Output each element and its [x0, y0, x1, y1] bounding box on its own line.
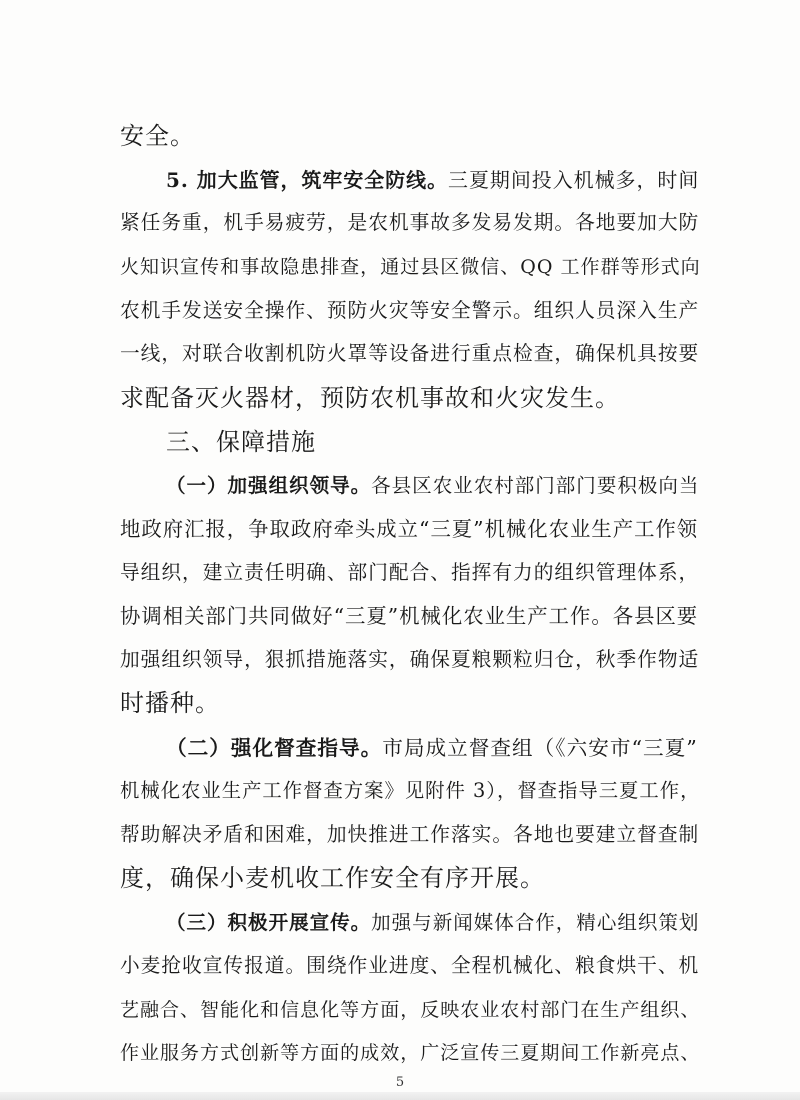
text-line	[120, 1038, 700, 1068]
text-line	[120, 688, 220, 718]
text-line	[120, 339, 699, 369]
line-text: 导组织，建立责任明确、部门配合、指挥有力的组织管理体系，	[120, 561, 700, 584]
text-line	[120, 121, 195, 151]
line-text: 艺融合、智能化和信息化等方面，反映农业农村部门在生产组织、	[120, 999, 701, 1021]
text-line	[120, 383, 620, 413]
text-line	[166, 733, 698, 763]
text-line	[120, 776, 700, 806]
line-text: 帮助解决矛盾和困难，加快推进工作落实。各地也要建立督查制	[120, 823, 700, 846]
text-line	[120, 208, 699, 238]
text-line	[120, 995, 700, 1025]
line-text: 求配备灭火器材，预防农机事故和火灾发生。	[120, 384, 620, 412]
text-line	[120, 514, 698, 544]
line-text: 度，确保小麦机收工作安全有序开展。	[120, 864, 545, 892]
line-text: 加强组织领导，狠抓措施落实，确保夏粮颗粒归仓，秋季作物适	[120, 648, 700, 671]
text-line	[120, 601, 698, 631]
line-text: 作业服务方式创新等方面的成效，广泛宣传三夏期间工作新亮点、	[120, 1042, 701, 1064]
text-line	[166, 471, 699, 501]
text-line	[120, 951, 699, 981]
line-text: 一线，对联合收割机防火罩等设备进行重点检查，确保机具按要	[120, 342, 700, 365]
line-text: 小麦抢收宣传报道。围绕作业进度、全程机械化、粮食烘干、机	[120, 954, 700, 977]
line-text: 三、保障措施	[166, 428, 316, 456]
section-heading	[166, 427, 316, 457]
line-text: 机械化农业生产工作督查方案》见附件 3），督查指导三夏工作，	[120, 779, 701, 802]
line-text: 时播种。	[120, 689, 220, 717]
line-text: 农机手发送安全操作、预防火灾等安全警示。组织人员深入生产	[120, 299, 700, 322]
bold-heading: 5. 加大监管，筑牢安全防线。	[166, 168, 449, 192]
line-text: 火知识宣传和事故隐患排查，通过县区微信、QQ 工作群等形式向	[120, 256, 701, 278]
text-line	[120, 820, 699, 850]
text-line	[120, 645, 699, 675]
line-text: 市局成立督查组（《六安市“三夏”	[382, 736, 698, 760]
bold-heading: （一）加强组织领导。	[166, 474, 372, 497]
line-text: 协调相关部门共同做好“三夏”机械化农业生产工作。各县区要	[120, 604, 699, 628]
line-text: 紧任务重，机手易疲劳，是农机事故多发易发期。各地要加大防	[120, 211, 700, 234]
line-text: 地政府汇报，争取政府牵头成立“三夏”机械化农业生产工作领	[120, 517, 699, 541]
page-number: 5	[395, 1075, 405, 1090]
text-line	[166, 165, 699, 195]
text-line	[120, 863, 545, 893]
line-text: 安全。	[120, 122, 195, 150]
text-line	[120, 296, 699, 326]
line-text: 三夏期间投入机械多，时间	[448, 168, 700, 192]
text-line	[166, 908, 699, 938]
bold-heading: （三）积极开展宣传。	[166, 911, 372, 934]
text-line	[120, 252, 701, 282]
text-line	[120, 558, 699, 588]
line-text: 加强与新闻媒体合作，精心组织策划	[371, 911, 700, 934]
bold-heading: （二）强化督查指导。	[166, 736, 383, 760]
scan-edge	[0, 1092, 800, 1100]
line-text: 各县区农业农村部门部门要积极向当	[371, 474, 700, 497]
